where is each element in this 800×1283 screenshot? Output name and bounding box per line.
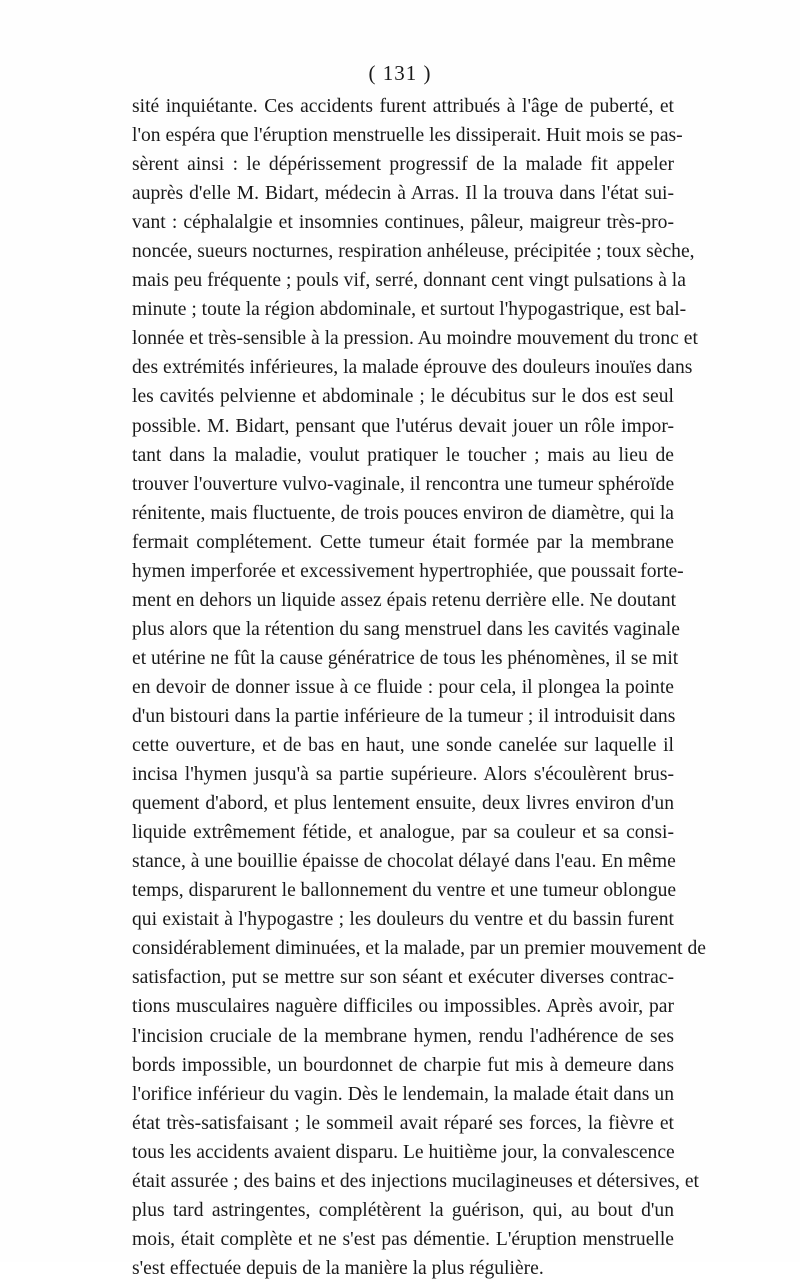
text-line: d'un bistouri dans la partie inférieure de la tumeur ; il introduisit dans	[132, 705, 676, 727]
text-line: satisfaction, put se mettre sur son séant et exécuter diverses contrac-	[132, 967, 674, 989]
text-line: était assurée ; des bains et des injections mucilagineuses et détersives, et	[132, 1170, 699, 1192]
text-line: hymen imperforée et excessivement hypertrophiée, que poussait forte-	[132, 560, 684, 582]
text-line: mois, était complète et ne s'est pas démentie. L'éruption menstruelle	[132, 1228, 674, 1250]
text-line: bords impossible, un bourdonnet de charpie fut mis à demeure dans	[132, 1054, 674, 1076]
text-line: en devoir de donner issue à ce fluide : pour cela, il plongea la pointe	[132, 676, 674, 698]
text-line: l'on espéra que l'éruption menstruelle les dissiperait. Huit mois se pas-	[132, 125, 683, 147]
text-line: minute ; toute la région abdominale, et surtout l'hypogastrique, est bal-	[132, 299, 687, 321]
body-text	[132, 92, 706, 1283]
text-line: et utérine ne fût la cause génératrice de tous les phénomènes, il se mit	[132, 647, 679, 669]
text-line: tous les accidents avaient disparu. Le huitième jour, la convalescence	[132, 1141, 675, 1163]
text-line: stance, à une bouillie épaisse de chocolat délayé dans l'eau. En même	[132, 851, 676, 873]
text-line: sèrent ainsi : le dépérissement progressif de la malade fit appeler	[132, 154, 674, 176]
text-line: sité inquiétante. Ces accidents furent attribués à l'âge de puberté, et	[132, 96, 674, 117]
text-line: état très-satisfaisant ; le sommeil avait réparé ses forces, la fièvre et	[132, 1112, 674, 1134]
text-line: ment en dehors un liquide assez épais retenu derrière elle. Ne doutant	[132, 589, 677, 611]
text-line: auprès d'elle M. Bidart, médecin à Arras. Il la trouva dans l'état sui-	[132, 183, 674, 205]
text-line: l'orifice inférieur du vagin. Dès le lendemain, la malade était dans un	[132, 1083, 674, 1105]
text-line: noncée, sueurs nocturnes, respiration anhéleuse, précipitée ; toux sèche,	[132, 241, 695, 263]
text-line: considérablement diminuées, et la malade, par un premier mouvement de	[132, 938, 706, 960]
text-line: plus tard astringentes, complétèrent la guérison, qui, au bout d'un	[132, 1199, 674, 1221]
text-line: plus alors que la rétention du sang menstruel dans les cavités vaginale	[132, 618, 680, 640]
text-line: incisa l'hymen jusqu'à sa partie supérieure. Alors s'écoulèrent brus-	[132, 764, 674, 786]
text-line: trouver l'ouverture vulvo-vaginale, il rencontra une tumeur sphéroïde	[132, 473, 675, 495]
text-line: liquide extrêmement fétide, et analogue, par sa couleur et sa consi-	[132, 822, 674, 844]
text-line: lonnée et très-sensible à la pression. Au moindre mouvement du tronc et	[132, 328, 698, 350]
text-line: temps, disparurent le ballonnement du ventre et une tumeur oblongue	[132, 880, 677, 902]
page-number: ( 131 )	[368, 61, 432, 85]
text-line: rénitente, mais fluctuente, de trois pouces environ de diamètre, qui la	[132, 502, 674, 524]
text-line: des extrémités inférieures, la malade éprouve des douleurs inouïes dans	[132, 357, 693, 379]
text-line: qui existait à l'hypogastre ; les douleurs du ventre et du bassin furent	[132, 909, 674, 931]
text-line: vant : céphalalgie et insomnies continues, pâleur, maigreur très-pro-	[132, 212, 674, 234]
text-line: s'est effectuée depuis de la manière la plus régulière.	[132, 1257, 544, 1279]
text-line: l'incision cruciale de la membrane hymen, rendu l'adhérence de ses	[132, 1025, 674, 1047]
text-line: tions musculaires naguère difficiles ou impossibles. Après avoir, par	[132, 996, 674, 1018]
text-line: mais peu fréquente ; pouls vif, serré, donnant cent vingt pulsations à la	[132, 270, 686, 292]
text-line: les cavités pelvienne et abdominale ; le décubitus sur le dos est seul	[132, 386, 674, 408]
text-line: possible. M. Bidart, pensant que l'utérus devait jouer un rôle impor-	[132, 415, 674, 437]
text-line: tant dans la maladie, voulut pratiquer le toucher ; mais au lieu de	[132, 444, 674, 466]
text-line: quement d'abord, et plus lentement ensuite, deux livres environ d'un	[132, 793, 674, 815]
text-line: cette ouverture, et de bas en haut, une sonde canelée sur laquelle il	[132, 735, 674, 757]
text-line: fermait complétement. Cette tumeur était formée par la membrane	[132, 531, 674, 553]
